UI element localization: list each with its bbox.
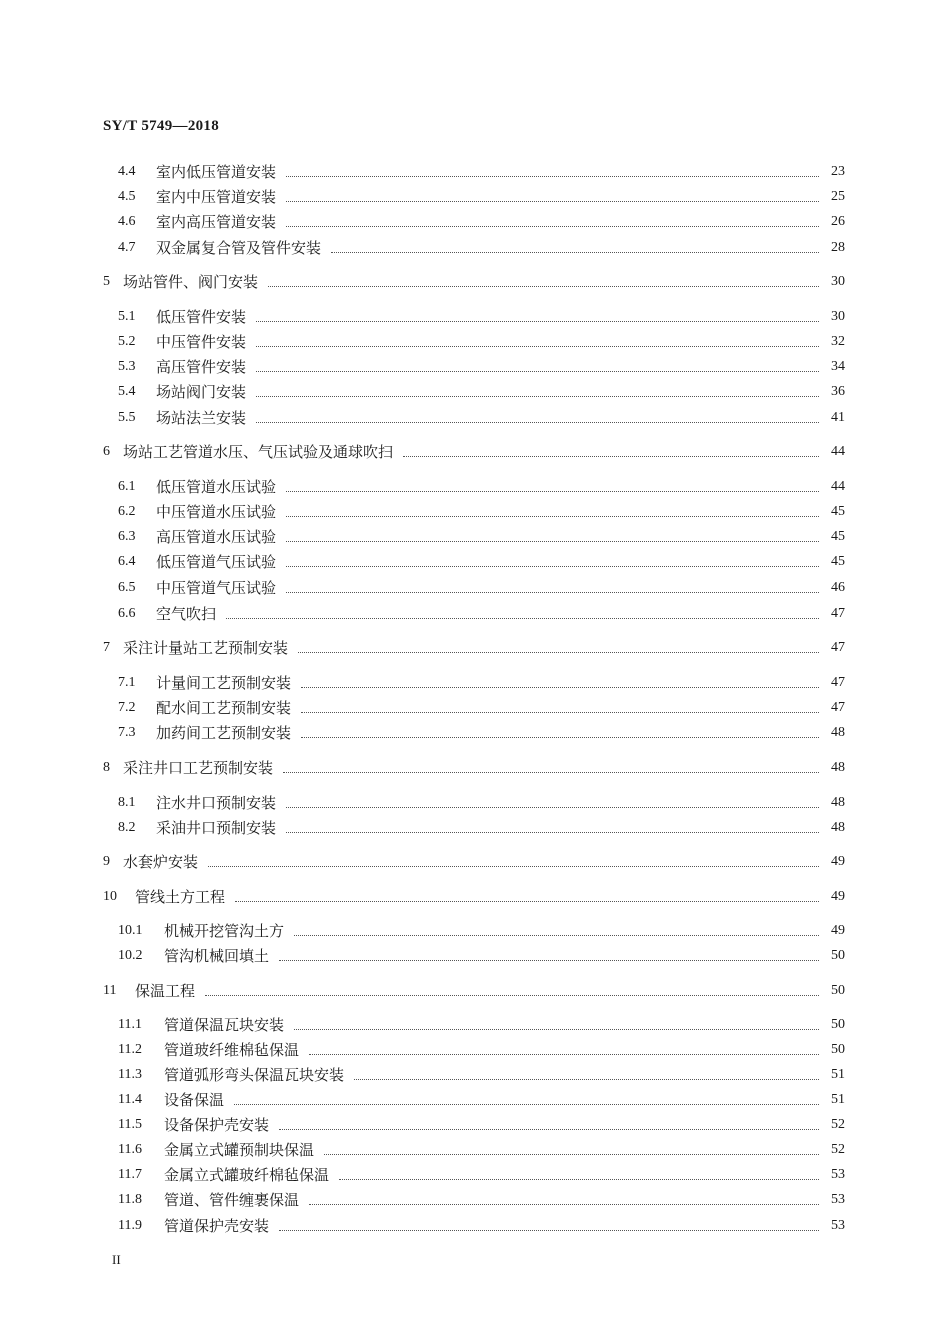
toc-entry-number: 11.5 [118,1117,142,1132]
toc-entry[interactable] [0,330,950,352]
toc-entry-title: 金属立式罐玻纤棉毡保温 [164,1166,330,1184]
toc-entry-title: 设备保护壳安装 [164,1116,270,1134]
toc-entry[interactable] [0,305,950,327]
toc-dot-leader [286,831,819,833]
toc-entry-page: 50 [831,1017,845,1032]
toc-dot-leader [331,251,819,253]
toc-entry[interactable] [0,1013,950,1035]
toc-dot-leader [286,200,819,202]
toc-entry-title: 管道玻纤维棉毡保温 [164,1041,300,1059]
toc-entry-number: 4.4 [118,164,136,179]
toc-entry-title: 双金属复合管及管件安装 [156,239,322,257]
toc-dot-leader [286,490,819,492]
toc-entry[interactable] [0,1138,950,1160]
toc-dot-leader [286,225,819,227]
toc-entry[interactable] [0,756,950,778]
toc-entry[interactable] [0,550,950,572]
toc-entry-page: 47 [831,640,845,655]
toc-entry-page: 47 [831,606,845,621]
toc-entry-title: 管道保温瓦块安装 [164,1016,285,1034]
toc-entry[interactable] [0,1113,950,1135]
toc-entry-number: 6.3 [118,529,136,544]
toc-entry-page: 48 [831,725,845,740]
toc-entry-title: 采注井口工艺预制安装 [123,759,274,777]
toc-dot-leader [301,686,819,688]
toc-entry-page: 47 [831,700,845,715]
toc-entry-number: 11.1 [118,1017,142,1032]
toc-entry-page: 49 [831,889,845,904]
toc-entry-number: 11.6 [118,1142,142,1157]
toc-dot-leader [309,1053,819,1055]
toc-entry-page: 52 [831,1117,845,1132]
toc-entry[interactable] [0,185,950,207]
toc-entry-page: 23 [831,164,845,179]
toc-entry-number: 11.8 [118,1192,142,1207]
toc-entry-page: 53 [831,1218,845,1233]
toc-entry-page: 45 [831,504,845,519]
toc-entry-title: 保温工程 [135,982,196,1000]
toc-entry-page: 46 [831,580,845,595]
toc-entry-number: 6.2 [118,504,136,519]
toc-dot-leader [286,515,819,517]
toc-entry[interactable] [0,979,950,1001]
toc-entry-page: 49 [831,854,845,869]
toc-entry[interactable] [0,355,950,377]
toc-entry-title: 空气吹扫 [156,605,217,623]
toc-entry-page: 48 [831,795,845,810]
toc-entry-page: 47 [831,675,845,690]
toc-entry-number: 5.3 [118,359,136,374]
toc-dot-leader [279,1229,819,1231]
toc-entry[interactable] [0,406,950,428]
toc-entry-title: 机械开挖管沟土方 [164,922,285,940]
toc-entry-page: 51 [831,1092,845,1107]
toc-entry-title: 低压管道水压试验 [156,478,277,496]
toc-entry-title: 场站管件、阀门安装 [123,273,259,291]
toc-entry[interactable] [0,791,950,813]
toc-entry-number: 4.5 [118,189,136,204]
toc-entry-page: 36 [831,384,845,399]
toc-entry[interactable] [0,1188,950,1210]
toc-entry-title: 室内中压管道安装 [156,188,277,206]
toc-entry[interactable] [0,850,950,872]
toc-entry-title: 配水间工艺预制安装 [156,699,292,717]
toc-entry[interactable] [0,671,950,693]
toc-entry-page: 52 [831,1142,845,1157]
toc-dot-leader [208,865,819,867]
toc-dot-leader [268,285,819,287]
toc-dot-leader [286,540,819,542]
toc-dot-leader [256,345,819,347]
page-number-footer: II [112,1252,121,1267]
toc-entry-number: 10.2 [118,948,143,963]
toc-dot-leader [235,900,819,902]
toc-entry-page: 53 [831,1167,845,1182]
toc-entry-number: 9 [103,854,110,869]
toc-entry-title: 管线土方工程 [135,888,226,906]
toc-entry-title: 场站阀门安装 [156,383,247,401]
toc-entry-number: 6.1 [118,479,136,494]
toc-entry[interactable] [0,696,950,718]
toc-entry-title: 采油井口预制安装 [156,819,277,837]
toc-entry-title: 高压管道水压试验 [156,528,277,546]
toc-entry[interactable] [0,210,950,232]
toc-entry-number: 10 [103,889,117,904]
toc-entry[interactable] [0,236,950,258]
toc-entry[interactable] [0,576,950,598]
toc-entry[interactable] [0,270,950,292]
toc-dot-leader [294,934,819,936]
toc-entry-title: 加药间工艺预制安装 [156,724,292,742]
toc-entry[interactable] [0,160,950,182]
toc-dot-leader [279,959,819,961]
toc-entry-number: 10.1 [118,923,143,938]
toc-entry[interactable] [0,816,950,838]
toc-dot-leader [286,565,819,567]
toc-entry-page: 50 [831,983,845,998]
toc-entry-title: 管沟机械回填土 [164,947,270,965]
toc-entry-page: 30 [831,274,845,289]
toc-entry-number: 11.2 [118,1042,142,1057]
toc-entry[interactable] [0,1063,950,1085]
toc-dot-leader [286,591,819,593]
toc-dot-leader [283,771,819,773]
toc-dot-leader [324,1153,819,1155]
toc-entry-number: 7.3 [118,725,136,740]
toc-entry[interactable] [0,440,950,462]
toc-entry[interactable] [0,1163,950,1185]
toc-entry[interactable] [0,602,950,624]
toc-entry-page: 50 [831,948,845,963]
toc-dot-leader [309,1203,819,1205]
toc-entry-number: 6.4 [118,554,136,569]
toc-entry[interactable] [0,944,950,966]
toc-entry-page: 41 [831,410,845,425]
toc-entry-number: 8.1 [118,795,136,810]
toc-dot-leader [226,617,819,619]
toc-entry-number: 5 [103,274,110,289]
toc-dot-leader [301,711,819,713]
toc-entry-page: 49 [831,923,845,938]
toc-entry-page: 45 [831,554,845,569]
toc-entry[interactable] [0,885,950,907]
toc-entry-title: 计量间工艺预制安装 [156,674,292,692]
toc-entry-title: 高压管件安装 [156,358,247,376]
toc-entry-title: 室内高压管道安装 [156,213,277,231]
toc-dot-leader [256,370,819,372]
toc-entry-title: 设备保温 [164,1091,225,1109]
toc-dot-leader [256,320,819,322]
toc-entry-page: 45 [831,529,845,544]
toc-entry-number: 11.4 [118,1092,142,1107]
toc-entry[interactable] [0,721,950,743]
toc-entry-number: 8 [103,760,110,775]
toc-entry[interactable] [0,919,950,941]
toc-entry-page: 44 [831,444,845,459]
toc-entry-number: 8.2 [118,820,136,835]
toc-entry[interactable] [0,1088,950,1110]
toc-dot-leader [256,395,819,397]
toc-entry[interactable] [0,525,950,547]
toc-dot-leader [234,1103,819,1105]
toc-entry-page: 50 [831,1042,845,1057]
toc-entry-number: 5.4 [118,384,136,399]
toc-entry-page: 30 [831,309,845,324]
toc-entry-number: 6.6 [118,606,136,621]
toc-entry-number: 7.1 [118,675,136,690]
toc-entry-title: 低压管道气压试验 [156,553,277,571]
document-code-header: SY/T 5749—2018 [103,118,220,134]
toc-entry-number: 11 [103,983,117,998]
toc-dot-leader [294,1028,819,1030]
toc-entry-page: 34 [831,359,845,374]
toc-entry-page: 25 [831,189,845,204]
toc-dot-leader [339,1178,819,1180]
toc-entry-title: 管道弧形弯头保温瓦块安装 [164,1066,345,1084]
toc-entry-page: 44 [831,479,845,494]
toc-entry-title: 注水井口预制安装 [156,794,277,812]
toc-dot-leader [205,994,819,996]
toc-entry-number: 5.2 [118,334,136,349]
toc-entry[interactable] [0,1214,950,1236]
toc-dot-leader [286,175,819,177]
toc-dot-leader [298,651,819,653]
toc-entry-title: 管道保护壳安装 [164,1217,270,1235]
toc-entry-title: 采注计量站工艺预制安装 [123,639,289,657]
toc-entry-page: 26 [831,214,845,229]
toc-entry-number: 7 [103,640,110,655]
toc-entry-title: 低压管件安装 [156,308,247,326]
toc-entry-title: 室内低压管道安装 [156,163,277,181]
toc-entry[interactable] [0,380,950,402]
toc-entry[interactable] [0,500,950,522]
toc-entry-page: 51 [831,1067,845,1082]
toc-entry-title: 中压管件安装 [156,333,247,351]
toc-dot-leader [354,1078,819,1080]
toc-dot-leader [286,806,819,808]
toc-entry[interactable] [0,636,950,658]
toc-entry-title: 金属立式罐预制块保温 [164,1141,315,1159]
toc-entry-title: 水套炉安装 [123,853,199,871]
toc-entry[interactable] [0,475,950,497]
toc-entry-title: 场站法兰安装 [156,409,247,427]
toc-entry-number: 6.5 [118,580,136,595]
toc-entry-number: 4.7 [118,240,136,255]
toc-entry-number: 6 [103,444,110,459]
toc-entry-number: 11.7 [118,1167,142,1182]
toc-entry-title: 管道、管件缠裹保温 [164,1191,300,1209]
toc-entry-title: 中压管道气压试验 [156,579,277,597]
toc-entry-title: 场站工艺管道水压、气压试验及通球吹扫 [123,443,394,461]
toc-entry-page: 48 [831,760,845,775]
toc-entry-page: 32 [831,334,845,349]
toc-entry[interactable] [0,1038,950,1060]
toc-entry-number: 11.3 [118,1067,142,1082]
toc-dot-leader [403,455,819,457]
toc-dot-leader [256,421,819,423]
toc-entry-page: 28 [831,240,845,255]
toc-entry-number: 5.5 [118,410,136,425]
toc-entry-number: 4.6 [118,214,136,229]
toc-dot-leader [301,736,819,738]
toc-dot-leader [279,1128,819,1130]
toc-entry-number: 5.1 [118,309,136,324]
toc-entry-title: 中压管道水压试验 [156,503,277,521]
toc-entry-page: 48 [831,820,845,835]
toc-entry-number: 7.2 [118,700,136,715]
toc-entry-page: 53 [831,1192,845,1207]
toc-entry-number: 11.9 [118,1218,142,1233]
